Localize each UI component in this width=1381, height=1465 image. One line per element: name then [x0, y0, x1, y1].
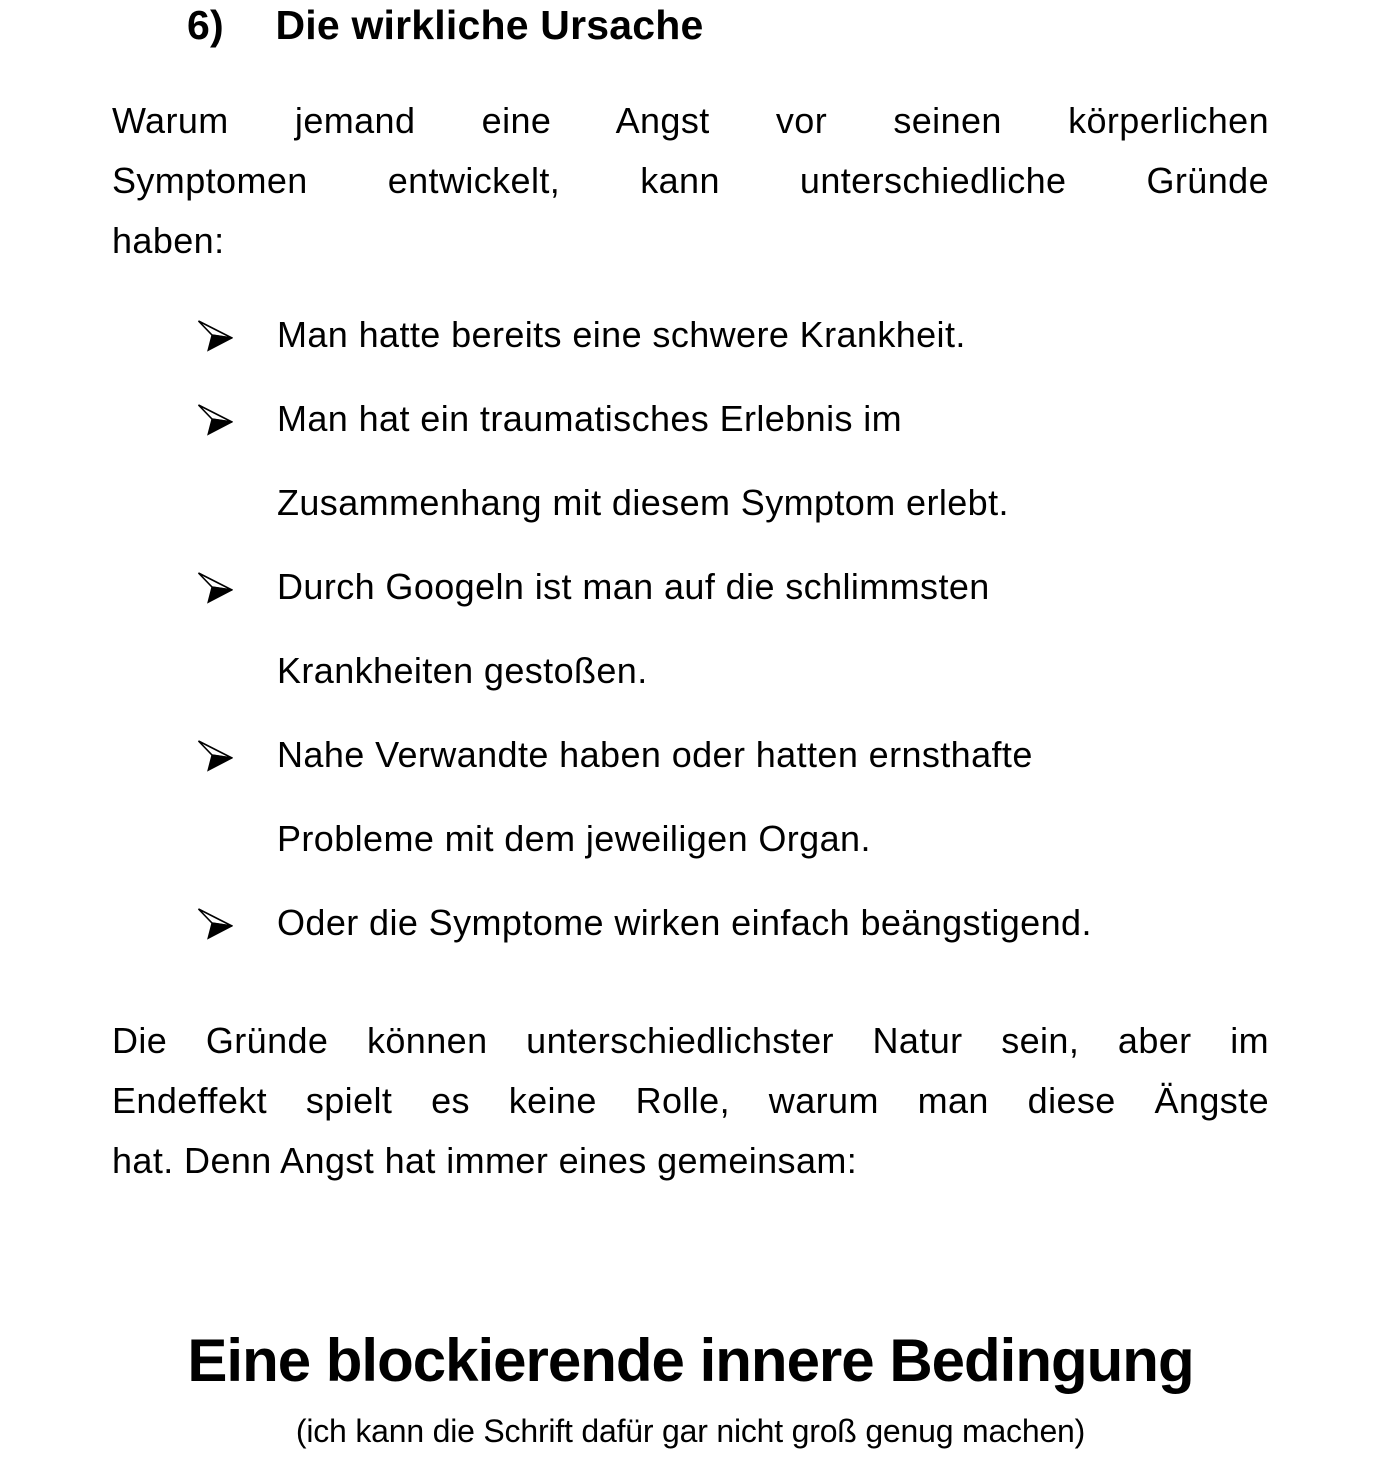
arrow-bullet-icon [197, 907, 233, 941]
paragraph-line: Endeffekt spielt es keine Rolle, warum man diese Ängste [112, 1080, 1269, 1121]
intro-paragraph [112, 91, 1269, 271]
paragraph-line: Warum jemand eine Angst vor seinen körperlichen [112, 100, 1269, 141]
list-item-line: Durch Googeln ist man auf die schlimmsten [277, 566, 990, 607]
list-item [112, 545, 1269, 713]
arrow-bullet-icon [197, 319, 233, 353]
paragraph-line: Die Gründe können unterschiedlichster Natur sein, aber im [112, 1020, 1269, 1061]
section-title: Die wirkliche Ursache [275, 2, 704, 48]
paragraph-line: hat. Denn Angst hat immer eines gemeinsam: [112, 1140, 858, 1181]
list-item-line: Man hatte bereits eine schwere Krankheit. [277, 314, 966, 355]
list-item-line: Oder die Symptome wirken einfach beängstigend. [277, 902, 1092, 943]
arrow-bullet-icon [197, 403, 233, 437]
paragraph-line: haben: [112, 220, 225, 261]
arrow-bullet-icon [197, 571, 233, 605]
section-heading [187, 0, 1269, 49]
list-item-line: Zusammenhang mit diesem Symptom erlebt. [277, 482, 1009, 523]
list-item-line: Probleme mit dem jeweiligen Organ. [277, 818, 871, 859]
list-item [112, 713, 1269, 881]
conclusion-paragraph [112, 1011, 1269, 1191]
list-item-line: Nahe Verwandte haben oder hatten ernsthafte [277, 734, 1033, 775]
list-item [112, 293, 1269, 377]
emphasis-subtitle: (ich kann die Schrift dafür gar nicht groß genug machen) [295, 1413, 1086, 1449]
list-item-line: Man hat ein traumatisches Erlebnis im [277, 398, 903, 439]
list-item [112, 881, 1269, 965]
paragraph-line: Symptomen entwickelt, kann unterschiedliche Gründe [112, 160, 1269, 201]
section-number: 6) [187, 2, 224, 48]
arrow-bullet-icon [197, 739, 233, 773]
emphasis-title: Eine blockierende innere Bedingung [187, 1327, 1194, 1394]
cause-list [112, 293, 1269, 965]
list-item-line: Krankheiten gestoßen. [277, 650, 648, 691]
list-item [112, 377, 1269, 545]
